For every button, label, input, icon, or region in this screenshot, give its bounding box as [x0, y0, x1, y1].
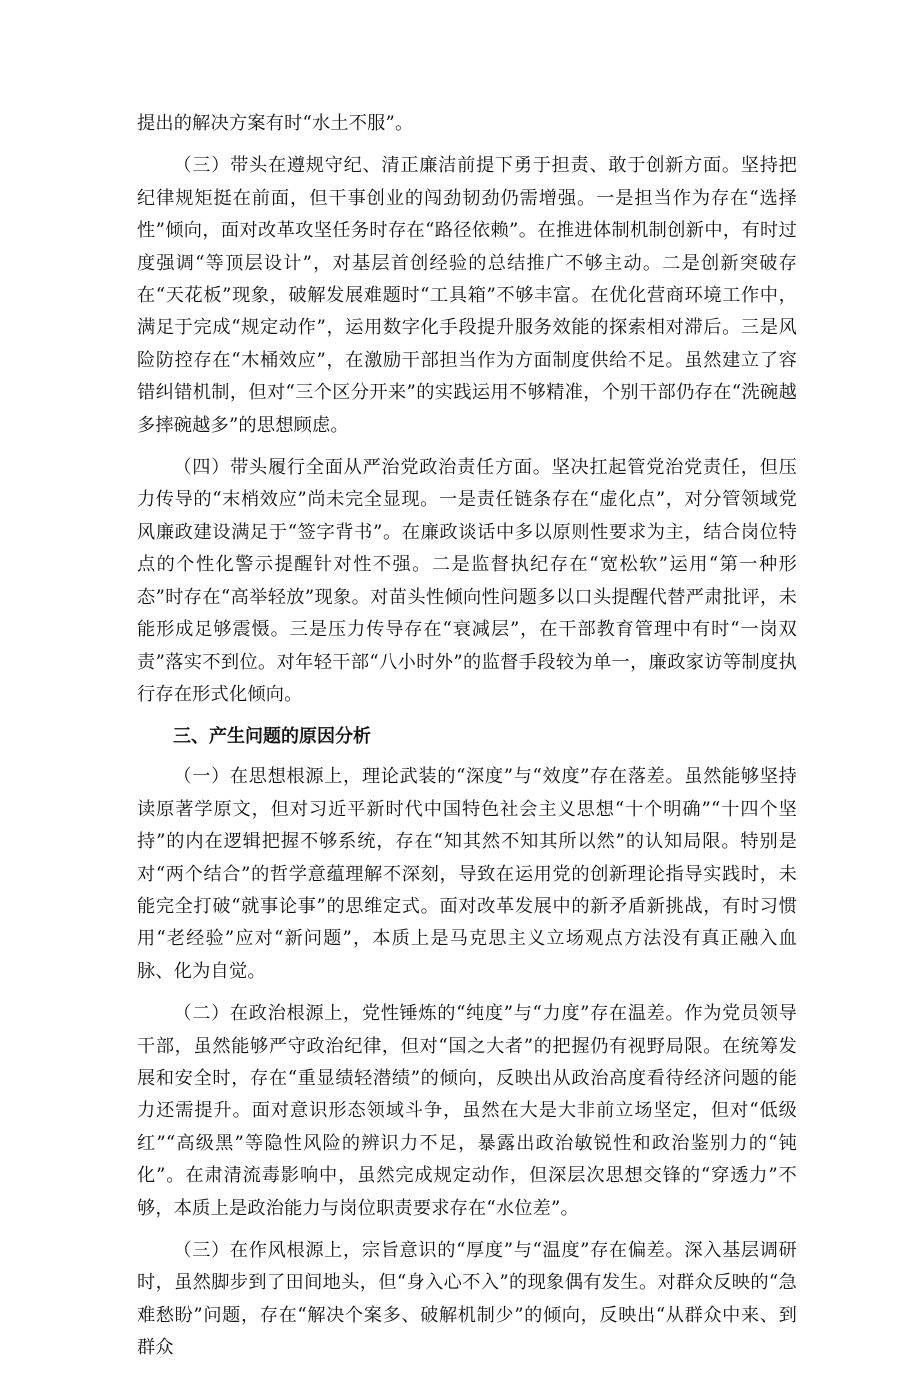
paragraph-cause-1: （一）在思想根源上，理论武装的“深度”与“效度”存在落差。虽然能够坚持读原著学原文，但对习近平新时代中国特色社会主义思想“十个明确”“十四个坚持”的内在逻辑把握不够系统，存在“知其然不知其所以然”的认知局限。特别是对“两个结合”的哲学意蕴理解不深刻，导致在运用党的创新理论指导实践时，未能完全打破“就事论事”的思维定式。面对改革发展中的新矛盾新挑战，有时习惯用“老经验”应对“新问题”，本质上是马克思主义立场观点方法没有真正融入血脉、化为自觉。 [137, 766, 797, 982]
paragraph-item-4: （四）带头履行全面从严治党政治责任方面。坚决扛起管党治党责任，但压力传导的“末梢效应”尚未完全显现。一是责任链条存在“虚化点”，对分管领域党风廉政建设满足于“签字背书”。在廉政谈话中多以原则性要求为主，结合岗位特点的个性化警示提醒针对性不强。二是监督执纪存在“宽松软”运用“第一种形态”时存在“高举轻放”现象。对苗头性倾向性问题多以口头提醒代替严肃批评，未能形成足够震慑。三是压力传导存在“衰减层”，在干部教育管理中有时“一岗双责”落实不到位。对年轻干部“八小时外”的监督手段较为单一，廉政家访等制度执行存在形式化倾向。 [137, 457, 797, 705]
paragraph-item-3: （三）带头在遵规守纪、清正廉洁前提下勇于担责、敢于创新方面。坚持把纪律规矩挺在前面，但干事创业的闯劲韧劲仍需增强。一是担当作为存在“选择性”倾向，面对改革攻坚任务时存在“路径依赖”。在推进体制机制创新中，有时过度强调“等顶层设计”，对基层首创经验的总结推广不够主动。二是创新突破存在“天花板”现象，破解发展难题时“工具箱”不够丰富。在优化营商环境工作中，满足于完成“规定动作”，运用数字化手段提升服务效能的探索相对滞后。三是风险防控存在“木桶效应”，在激励干部担当作为方面制度供给不足。虽然建立了容错纠错机制，但对“三个区分开来”的实践运用不够精准，个别干部仍存在“洗碗越多摔碗越多”的思想顾虑。 [137, 155, 797, 436]
paragraph-continued: 提出的解决方案有时“水土不服”。 [137, 113, 414, 134]
paragraph-cause-3: （三）在作风根源上，宗旨意识的“厚度”与“温度”存在偏差。深入基层调研时，虽然脚步到了田间地头，但“身入心不入”的现象偶有发生。对群众反映的“急难愁盼”问题，存在“解决个案多、破解机制少”的倾向，反映出“从群众中来、到群众 [137, 1240, 797, 1359]
document-page [137, 108, 797, 1375]
paragraph-cause-2: （二）在政治根源上，党性锤炼的“纯度”与“力度”存在温差。作为党员领导干部，虽然能够严守政治纪律，但对“国之大者”的把握仍有视野局限。在统筹发展和安全时，存在“重显绩轻潜绩”的倾向，反映出从政治高度看待经济问题的能力还需提升。面对意识形态领域斗争，虽然在大是大非前立场坚定，但对“低级红”“高级黑”等隐性风险的辨识力不足，暴露出政治敏锐性和政治鉴别力的“钝化”。在肃清流毒影响中，虽然完成规定动作，但深层次思想交锋的“穿透力”不够，本质上是政治能力与岗位职责要求存在“水位差”。 [137, 1003, 797, 1219]
section-heading: 三、产生问题的原因分析 [173, 726, 371, 748]
